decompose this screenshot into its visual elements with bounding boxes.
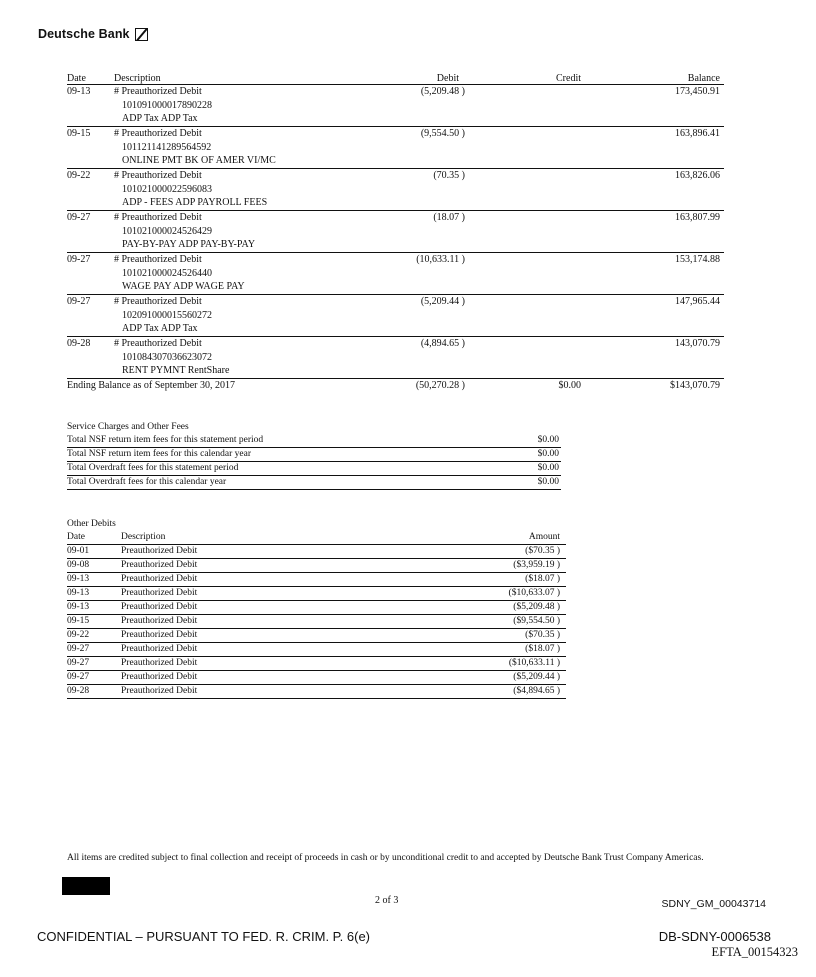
- confidential-notice: CONFIDENTIAL – PURSUANT TO FED. R. CRIM. P. 6(e): [37, 929, 371, 944]
- fee-row: [67, 476, 561, 490]
- page-number: 2 of 3: [375, 895, 399, 906]
- txn-desc-label: # Preauthorized Debit: [114, 254, 202, 265]
- od-description: Preauthorized Debit: [121, 686, 198, 696]
- fee-value: $0.00: [537, 449, 559, 459]
- other-debit-row: [67, 671, 566, 685]
- od-amount: ($10,633.07 ): [508, 588, 560, 598]
- fee-row: [67, 448, 561, 462]
- fee-value: $0.00: [537, 477, 559, 487]
- txn-ref: 101084307036623072: [122, 351, 212, 363]
- od-date: 09-27: [67, 644, 90, 654]
- od-description: Preauthorized Debit: [121, 616, 198, 626]
- txn-ref: 101021000022596083: [122, 183, 212, 195]
- od-description: Preauthorized Debit: [121, 672, 198, 682]
- fee-label: Total Overdraft fees for this calendar year: [67, 477, 227, 487]
- transaction-row: [67, 295, 724, 337]
- txn-date: 09-28: [67, 338, 91, 349]
- col-balance-header: Balance: [687, 73, 720, 84]
- txn-debit: (9,554.50 ): [420, 128, 465, 139]
- other-debit-row: [67, 601, 566, 615]
- od-date: 09-27: [67, 658, 90, 668]
- txn-description: [114, 127, 276, 168]
- col-debit-header: Debit: [436, 73, 459, 84]
- od-description: Preauthorized Debit: [121, 630, 198, 640]
- redaction-box: [62, 877, 110, 895]
- transactions-header: [67, 72, 724, 85]
- txn-balance: 147,965.44: [675, 296, 720, 307]
- od-amount: ($18.07 ): [525, 574, 560, 584]
- txn-description: [114, 295, 212, 336]
- bates-db-sdny: DB-SDNY-0006538: [658, 929, 771, 944]
- txn-description: [114, 169, 267, 210]
- bates-sdny-gm: SDNY_GM_00043714: [661, 898, 766, 910]
- other-debit-row: [67, 573, 566, 587]
- txn-balance: 153,174.88: [675, 254, 720, 265]
- txn-date: 09-27: [67, 254, 91, 265]
- od-amount: ($3,959.19 ): [513, 560, 560, 570]
- fee-label: Total NSF return item fees for this calendar year: [67, 449, 251, 459]
- txn-ref: 101121141289564592: [122, 141, 212, 153]
- txn-balance: 163,826.06: [675, 170, 720, 181]
- other-debits-section: [67, 518, 566, 699]
- od-date: 09-13: [67, 602, 90, 612]
- txn-description: [114, 211, 255, 252]
- txn-date: 09-22: [67, 170, 91, 181]
- transaction-row: [67, 253, 724, 295]
- txn-desc-label: # Preauthorized Debit: [114, 296, 202, 307]
- ending-debit-total: (50,270.28 ): [415, 380, 465, 391]
- fee-label: Total Overdraft fees for this statement period: [67, 463, 239, 473]
- txn-ref: 101021000024526440: [122, 267, 212, 279]
- txn-memo: ONLINE PMT BK OF AMER VI/MC: [122, 155, 276, 166]
- service-charges-section: [67, 421, 561, 490]
- txn-debit: (70.35 ): [433, 170, 465, 181]
- transaction-row: [67, 211, 724, 253]
- od-amount: ($10,633.11 ): [508, 658, 560, 668]
- txn-description: [114, 85, 212, 126]
- od-date: 09-22: [67, 630, 90, 640]
- txn-debit: (18.07 ): [433, 212, 465, 223]
- txn-ref: 101021000024526429: [122, 225, 212, 237]
- other-debit-row: [67, 657, 566, 671]
- od-amount: ($70.35 ): [525, 546, 560, 556]
- txn-desc-label: # Preauthorized Debit: [114, 170, 202, 181]
- od-description: Preauthorized Debit: [121, 602, 198, 612]
- bank-name: Deutsche Bank: [38, 27, 130, 41]
- od-date: 09-13: [67, 574, 90, 584]
- txn-memo: WAGE PAY ADP WAGE PAY: [122, 281, 245, 292]
- other-debit-row: [67, 587, 566, 601]
- txn-debit: (4,894.65 ): [420, 338, 465, 349]
- service-charges-title: Service Charges and Other Fees: [67, 422, 189, 432]
- other-debit-row: [67, 559, 566, 573]
- od-description: Preauthorized Debit: [121, 546, 198, 556]
- txn-date: 09-13: [67, 86, 91, 97]
- ending-balance-value: $143,070.79: [670, 380, 720, 391]
- od-amount: ($18.07 ): [525, 644, 560, 654]
- txn-desc-label: # Preauthorized Debit: [114, 338, 202, 349]
- other-debit-row: [67, 615, 566, 629]
- transaction-row: [67, 169, 724, 211]
- col-date-header: Date: [67, 532, 85, 542]
- od-date: 09-15: [67, 616, 90, 626]
- col-description-header: Description: [114, 73, 161, 84]
- txn-desc-label: # Preauthorized Debit: [114, 86, 202, 97]
- txn-date: 09-15: [67, 128, 91, 139]
- txn-date: 09-27: [67, 296, 91, 307]
- deutsche-bank-logo-icon: [135, 28, 148, 41]
- txn-debit: (5,209.48 ): [420, 86, 465, 97]
- od-amount: ($5,209.48 ): [513, 602, 560, 612]
- other-debit-row: [67, 629, 566, 643]
- od-date: 09-01: [67, 546, 90, 556]
- col-description-header: Description: [121, 532, 166, 542]
- txn-ref: 102091000015560272: [122, 309, 212, 321]
- fee-label: Total NSF return item fees for this statement period: [67, 435, 264, 445]
- od-amount: ($70.35 ): [525, 630, 560, 640]
- fee-row: [67, 462, 561, 476]
- od-description: Preauthorized Debit: [121, 574, 198, 584]
- fee-value: $0.00: [537, 435, 559, 445]
- disclaimer-text: All items are credited subject to final collection and receipt of proceeds in cash or by unconditional credit to and accepted by Deutsche Bank Trust Company Americas.: [67, 853, 704, 863]
- transaction-row: [67, 85, 724, 127]
- other-debits-title: Other Debits: [67, 519, 116, 529]
- txn-description: [114, 253, 245, 294]
- txn-debit: (5,209.44 ): [420, 296, 465, 307]
- txn-balance: 163,896.41: [675, 128, 720, 139]
- od-amount: ($9,554.50 ): [513, 616, 560, 626]
- txn-ref: 101091000017890228: [122, 99, 212, 111]
- fee-row: [67, 434, 561, 448]
- od-description: Preauthorized Debit: [121, 560, 198, 570]
- txn-memo: PAY-BY-PAY ADP PAY-BY-PAY: [122, 239, 256, 250]
- od-description: Preauthorized Debit: [121, 588, 198, 598]
- other-debit-row: [67, 545, 566, 559]
- txn-memo: RENT PYMNT RentShare: [122, 365, 230, 376]
- other-debit-row: [67, 685, 566, 699]
- bank-brand: [38, 27, 148, 41]
- col-credit-header: Credit: [556, 73, 581, 84]
- txn-balance: 143,070.79: [675, 338, 720, 349]
- od-amount: ($5,209.44 ): [513, 672, 560, 682]
- od-amount: ($4,894.65 ): [513, 686, 560, 696]
- transaction-row: [67, 337, 724, 379]
- txn-debit: (10,633.11 ): [416, 254, 465, 265]
- efta-number: EFTA_00154323: [711, 945, 798, 959]
- fee-value: $0.00: [537, 463, 559, 473]
- od-date: 09-28: [67, 686, 90, 696]
- od-description: Preauthorized Debit: [121, 658, 198, 668]
- col-date-header: Date: [67, 73, 86, 84]
- txn-desc-label: # Preauthorized Debit: [114, 212, 202, 223]
- other-debits-header: [67, 531, 566, 545]
- od-date: 09-08: [67, 560, 90, 570]
- od-date: 09-13: [67, 588, 90, 598]
- other-debit-row: [67, 643, 566, 657]
- od-description: Preauthorized Debit: [121, 644, 198, 654]
- ending-balance-row: [67, 379, 724, 393]
- txn-memo: ADP Tax ADP Tax: [122, 323, 198, 334]
- txn-memo: ADP Tax ADP Tax: [122, 113, 198, 124]
- txn-memo: ADP - FEES ADP PAYROLL FEES: [122, 197, 268, 208]
- txn-balance: 163,807.99: [675, 212, 720, 223]
- transactions-table: [67, 72, 724, 393]
- transaction-row: [67, 127, 724, 169]
- col-amount-header: Amount: [528, 532, 560, 542]
- txn-description: [114, 337, 229, 378]
- ending-balance-label: Ending Balance as of September 30, 2017: [67, 380, 236, 391]
- txn-balance: 173,450.91: [675, 86, 720, 97]
- ending-credit-total: $0.00: [558, 380, 581, 391]
- txn-desc-label: # Preauthorized Debit: [114, 128, 202, 139]
- txn-date: 09-27: [67, 212, 91, 223]
- od-date: 09-27: [67, 672, 90, 682]
